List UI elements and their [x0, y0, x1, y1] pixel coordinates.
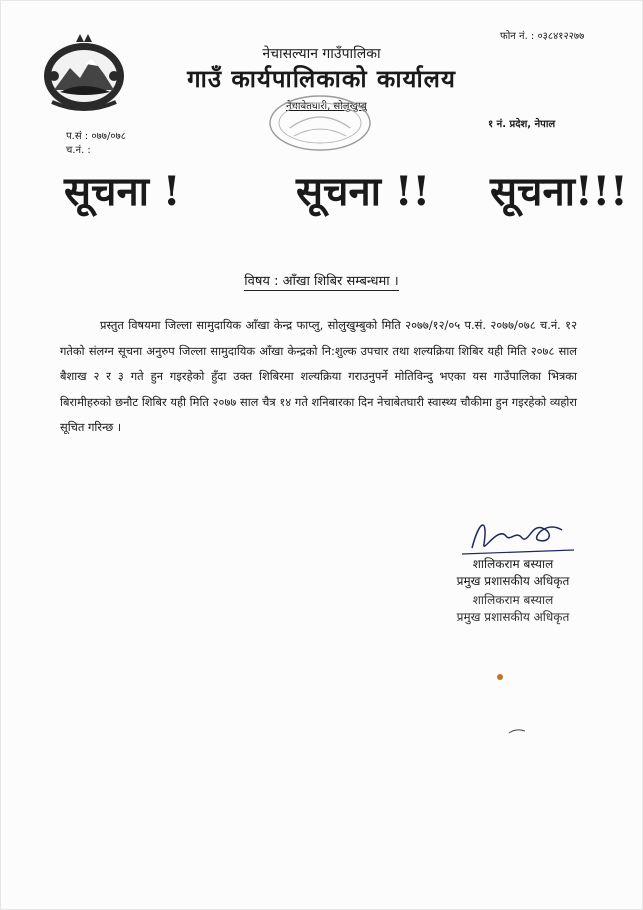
notice-body: प्रस्तुत विषयमा जिल्ला सामुदायिक आँखा केन्द्र फाप्लु, सोलुखुम्बुको मिति २०७७/१२/०५ प.सं. २०७७/०७८ च.नं. १२ गतेको संलग्न सूचना अनुरुप जिल्ला सामुदायिक आँखा केन्द्रको नि:शुल्क उपचार तथा शल्यक्रिया शिबिर यही मिति २०७८ साल बैशाख २ र ३ गते हुन गइरहेको हुँदा उक्त शिबिरमा शल्यक्रिया गराउनुपर्ने मोतिविन्दु भएका यस गाउँपालिका भित्रका बिरामीहरुको छनौट शिबिर यही मिति २०७७ साल चैत्र १४ गते शनिबारका दिन नेचाबेतघारी स्वास्थ्य चौकीमा हुन गइरहेको व्यहोरा सूचित गरिन्छ ।	[60, 318, 577, 434]
dispatch-number: च.नं. :	[66, 145, 91, 156]
province-label: १ नं. प्रदेश, नेपाल	[488, 119, 556, 130]
signature-image	[458, 510, 578, 560]
notice-heading-3: सूचना!!!	[490, 168, 628, 215]
notice-heading-1: सूचना !	[64, 168, 181, 215]
stamp-title: प्रमुख प्रशासकीय अधिकृत	[456, 610, 570, 624]
office-title: गाउँ कार्यपालिकाको कार्यालय	[187, 65, 456, 93]
signatory-stamp	[418, 592, 608, 626]
signatory-name: शालिकराम बस्याल	[472, 557, 554, 571]
reference-number: प.सं : ०७७/०७८	[66, 131, 126, 142]
municipality-name: नेचासल्यान गाउँपालिका	[262, 46, 381, 62]
ink-spot	[497, 674, 503, 680]
signatory-title: प्रमुख प्रशासकीय अधिकृत	[456, 574, 570, 588]
reference-block	[66, 130, 126, 158]
subject-text: विषय : आँखा शिबिर सम्बन्धमा ।	[244, 274, 399, 289]
pen-mark	[508, 728, 526, 734]
office-stamp	[264, 92, 376, 154]
office-address: नेचाबेतघारी, सोलुखुम्बु	[286, 101, 367, 112]
stamp-name: शालिकराम बस्याल	[472, 593, 554, 607]
notice-heading-2: सूचना !!	[296, 168, 431, 215]
subject-line	[0, 271, 643, 289]
signatory-block	[418, 556, 608, 590]
phone-number: फोन नं. : ०३८४१२२७७	[500, 31, 585, 42]
